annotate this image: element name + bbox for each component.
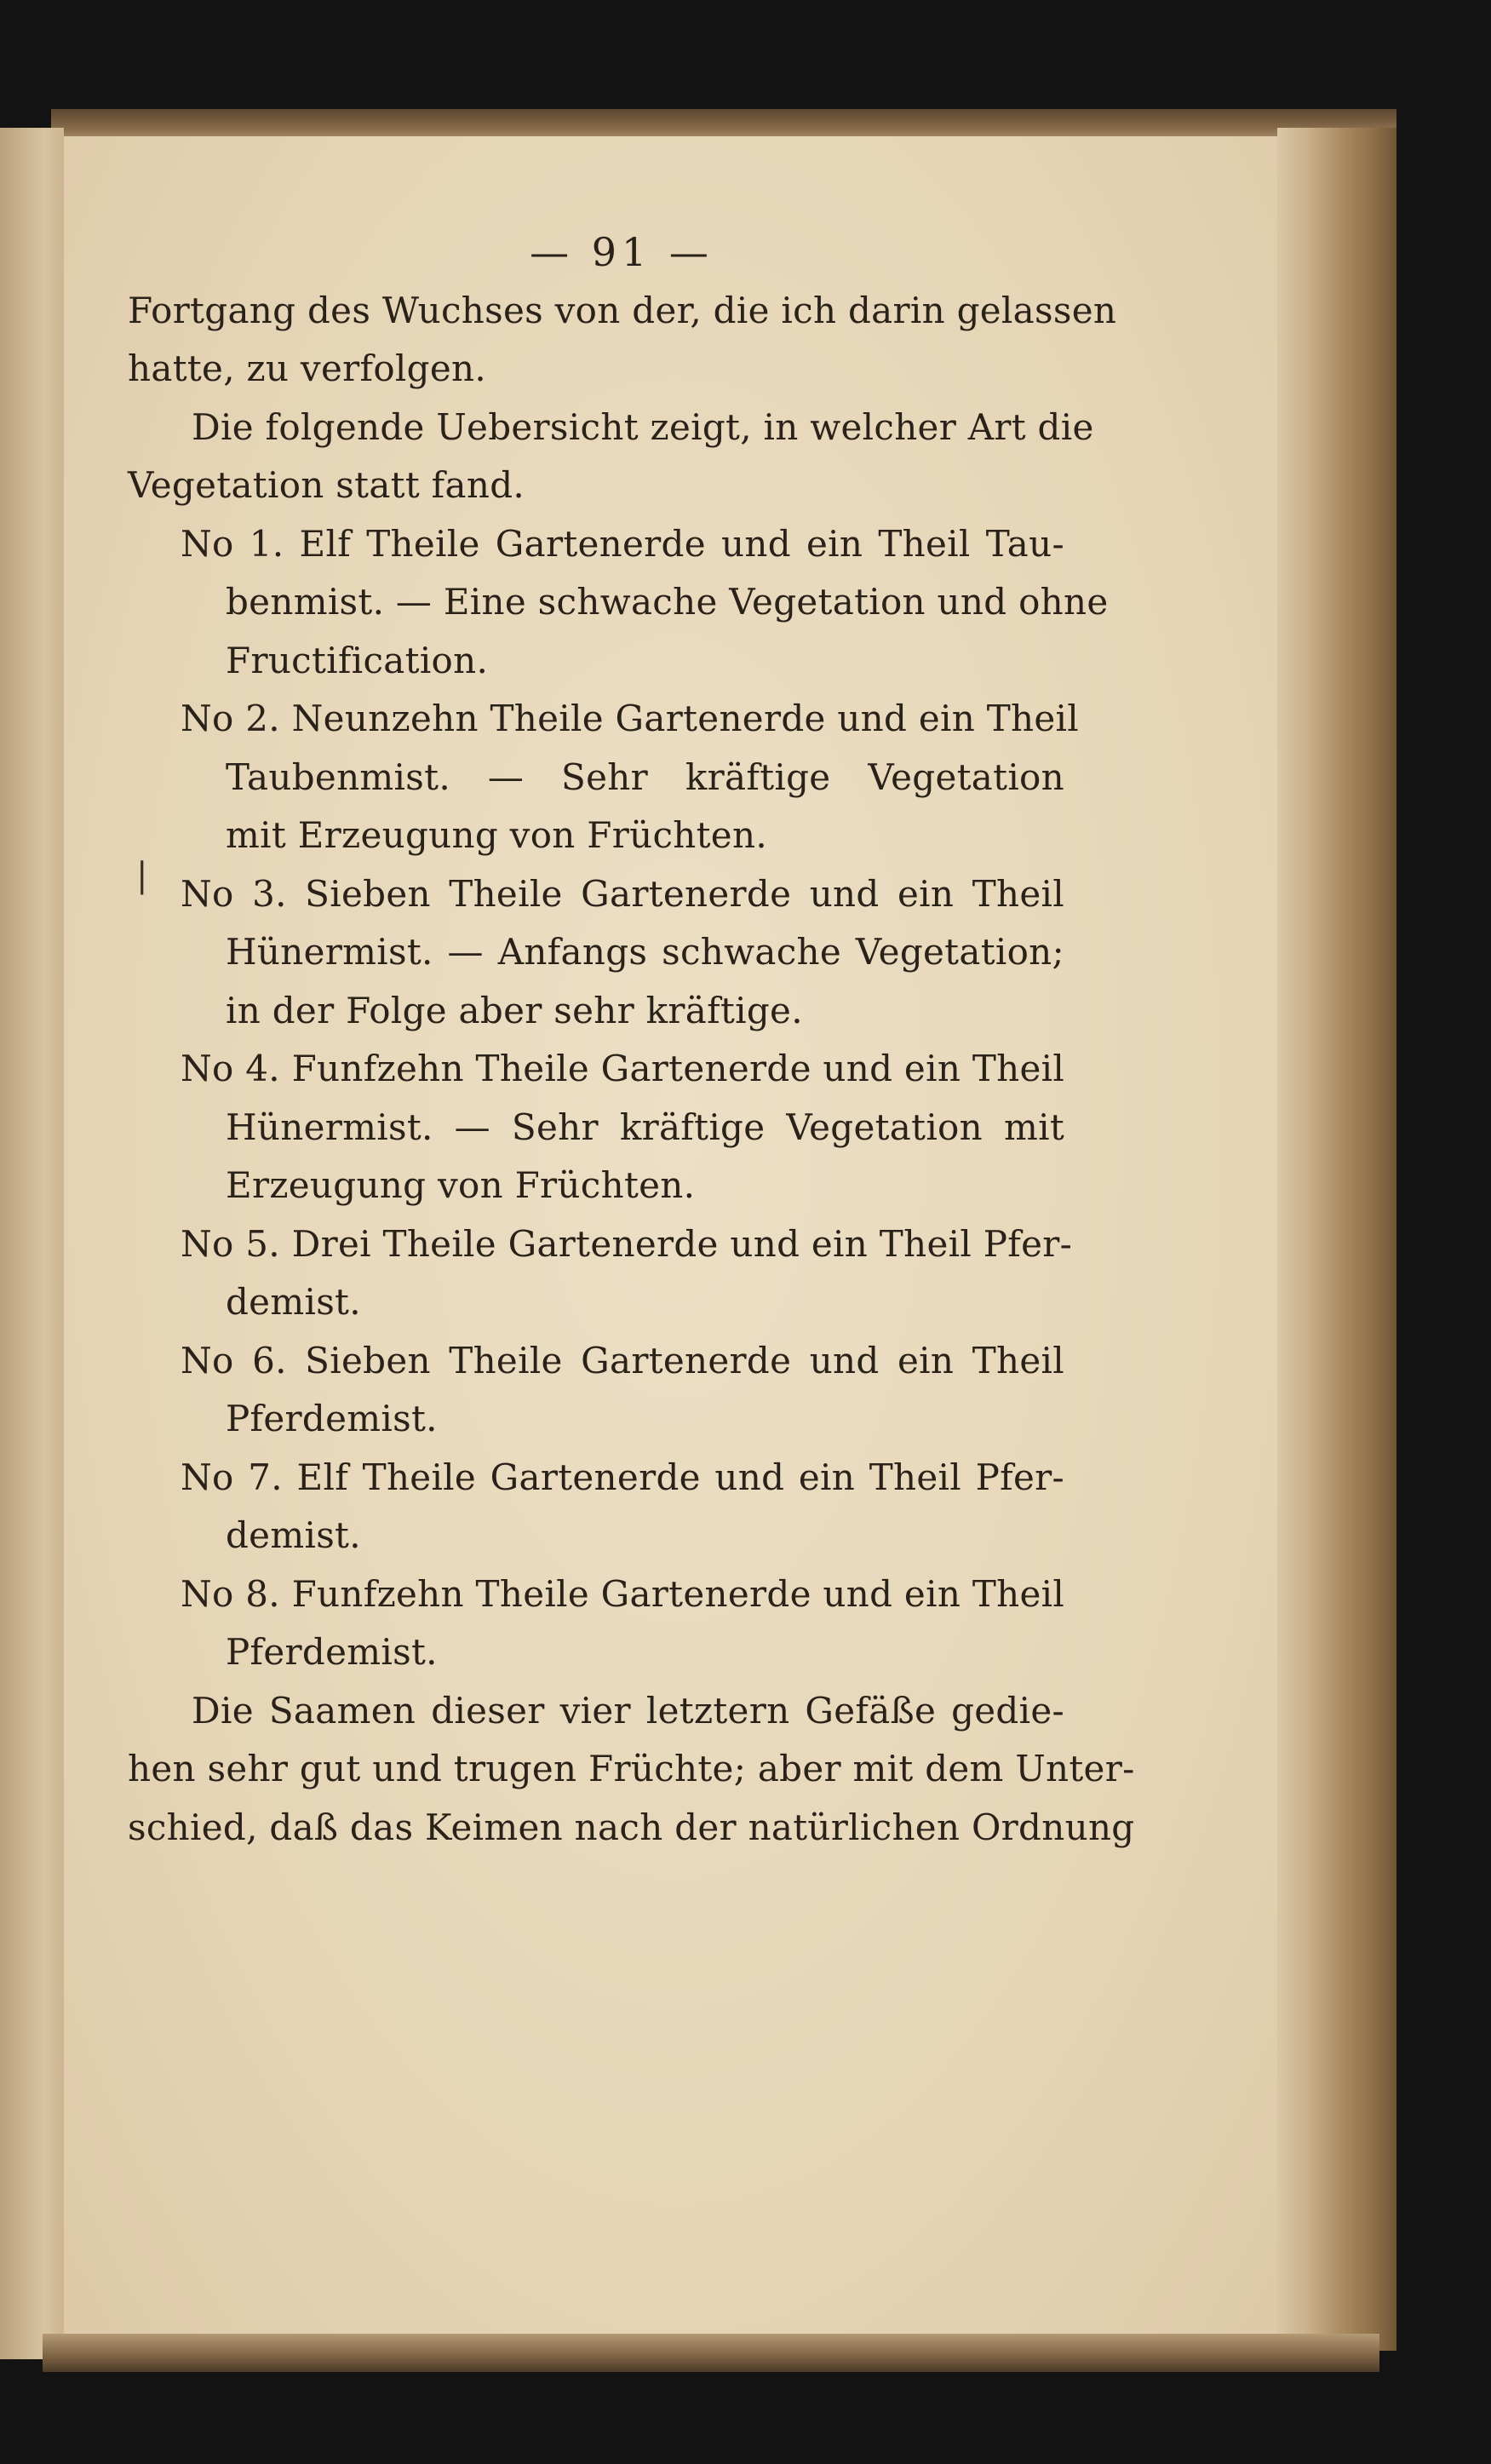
text-line: Taubenmist. — Sehr kräftige Vegetation (226, 755, 1064, 798)
text-line: No 2. Neunzehn Theile Gartenerde und ein Theil (181, 698, 1080, 739)
text-line: Pferdemist. (226, 1631, 438, 1673)
page-bottom-edge (43, 2334, 1379, 2372)
text-line: demist. (226, 1281, 361, 1323)
text-line: Fortgang des Wuchses von der, die ich darin gelassen (128, 289, 1117, 331)
text-line: hen sehr gut und trugen Früchte; aber mit dem Unter- (128, 1748, 1135, 1789)
text-line: Die folgende Uebersicht zeigt, in welcher Art die (192, 405, 1094, 448)
page-text (128, 223, 1135, 1857)
margin-mark: | (136, 856, 148, 895)
text-line: schied, daß das Keimen nach der natürlichen Ordnung (128, 1806, 1135, 1848)
text-line: in der Folge aber sehr kräftige. (226, 989, 803, 1031)
text-line: No 7. Elf Theile Gartenerde und ein Theil Pfer- (181, 1456, 1064, 1498)
text-line: No 8. Funfzehn Theile Gartenerde und ein Theil (181, 1572, 1065, 1615)
text-line: Erzeugung von Früchten. (226, 1164, 696, 1206)
text-line: Hünermist. — Anfangs schwache Vegetation; (226, 931, 1064, 973)
text-line: No 6. Sieben Theile Gartenerde und ein Theil (181, 1339, 1064, 1381)
text-line: hatte, zu verfolgen. (128, 347, 486, 389)
text-line: mit Erzeugung von Früchten. (226, 814, 767, 856)
text-line: No 3. Sieben Theile Gartenerde und ein Theil (181, 872, 1064, 915)
text-line: Vegetation statt fand. (128, 464, 525, 506)
text-line: Pferdemist. (226, 1398, 438, 1439)
text-line: Hünermist. — Sehr kräftige Vegetation mit (226, 1106, 1064, 1148)
text-line: Fructification. (226, 639, 489, 681)
left-page-edge (0, 128, 64, 2359)
text-line: No 1. Elf Theile Gartenerde und ein Theil Tau- (181, 522, 1064, 565)
text-line: Die Saamen dieser vier letztern Gefäße gedie- (192, 1689, 1064, 1732)
right-page-edge (1277, 128, 1396, 2351)
text-line: benmist. — Eine schwache Vegetation und ohne (226, 581, 1109, 623)
text-line: demist. (226, 1514, 361, 1556)
text-line: No 5. Drei Theile Gartenerde und ein Theil Pfer- (181, 1222, 1073, 1265)
page-number-header: — 91 — (530, 229, 714, 275)
text-line: No 4. Funfzehn Theile Gartenerde und ein Theil (181, 1048, 1065, 1089)
